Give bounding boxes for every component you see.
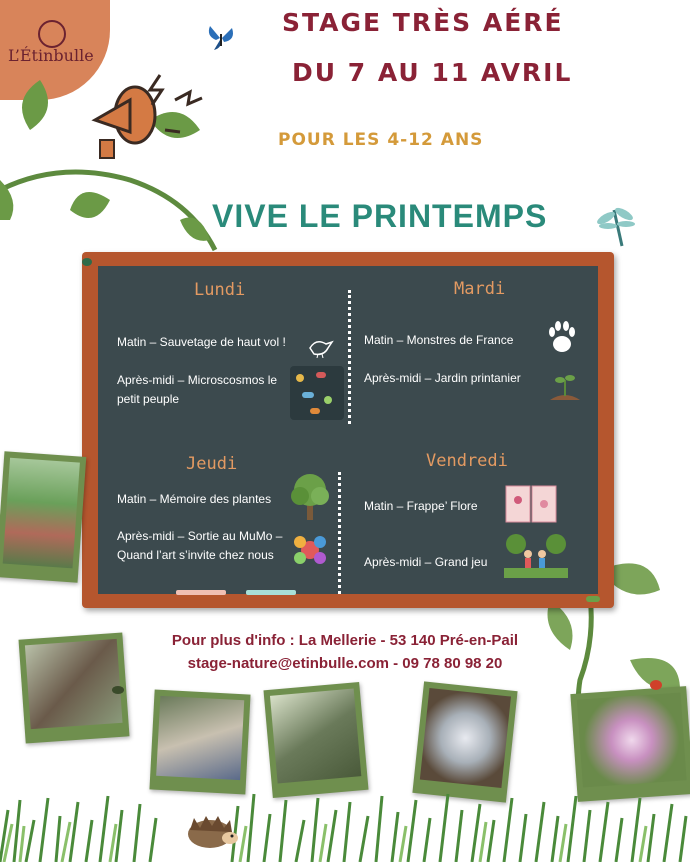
photo-kids-field (0, 451, 86, 582)
paw-print-icon (546, 318, 578, 356)
vendredi-matin: Matin – Frappe’ Flore (364, 499, 478, 513)
day-vendredi: Vendredi (426, 451, 508, 471)
art-splash-icon (290, 530, 330, 570)
photo-kids-crafting (149, 690, 250, 795)
title-line-1: STAGE TRÈS AÉRÉ (282, 8, 564, 37)
jeudi-apres-line1: Après-midi – Sortie au MuMo – (117, 529, 283, 543)
sprout-icon (548, 370, 582, 404)
flower-book-icon (504, 482, 560, 528)
bird-icon (306, 334, 334, 358)
age-range: POUR LES 4-12 ANS (278, 130, 484, 150)
ladybug-icon (650, 680, 662, 690)
board-divider-bottom (338, 472, 341, 594)
jeudi-apres-line2: Quand l’art s’invite chez nous (117, 548, 274, 562)
vine-megaphone-decoration (0, 60, 240, 260)
kids-playing-icon (504, 532, 568, 578)
contact-email-phone: stage-nature@etinbulle.com - 09 78 80 98 20 (187, 655, 503, 672)
contact-address: Pour plus d'info : La Mellerie - 53 140 Pré-en-Pail (171, 632, 519, 649)
logo-text: L’Étinbulle (8, 46, 94, 65)
lundi-apres-line1: Après-midi – Microscosmos le (117, 373, 278, 387)
tree-icon (286, 470, 334, 522)
chalk-blue (246, 590, 296, 595)
day-lundi: Lundi (194, 280, 246, 300)
hedgehog-icon (184, 810, 240, 850)
theme-title: VIVE LE PRINTEMPS (212, 198, 548, 234)
beetle-icon (82, 258, 92, 266)
board-divider-top (348, 290, 351, 424)
mardi-apres: Après-midi – Jardin printanier (364, 371, 521, 385)
chalk-pink (176, 590, 226, 595)
bee-icon (112, 686, 124, 694)
vendredi-apres: Après-midi – Grand jeu (364, 555, 488, 569)
lundi-matin: Matin – Sauvetage de haut vol ! (117, 335, 286, 349)
title-line-2: DU 7 AU 11 AVRIL (292, 58, 573, 87)
dragonfly-icon (594, 200, 640, 250)
lundi-apres-line2: petit peuple (117, 392, 180, 406)
grass-decoration (0, 780, 690, 862)
logo-icon (38, 20, 66, 48)
mardi-matin: Matin – Monstres de France (364, 333, 514, 347)
grasshopper-icon (586, 596, 600, 602)
insects-illustration (290, 366, 344, 420)
day-mardi: Mardi (454, 279, 506, 299)
day-jeudi: Jeudi (186, 454, 238, 474)
jeudi-matin: Matin – Mémoire des plantes (117, 492, 272, 506)
butterfly-icon (206, 22, 236, 54)
